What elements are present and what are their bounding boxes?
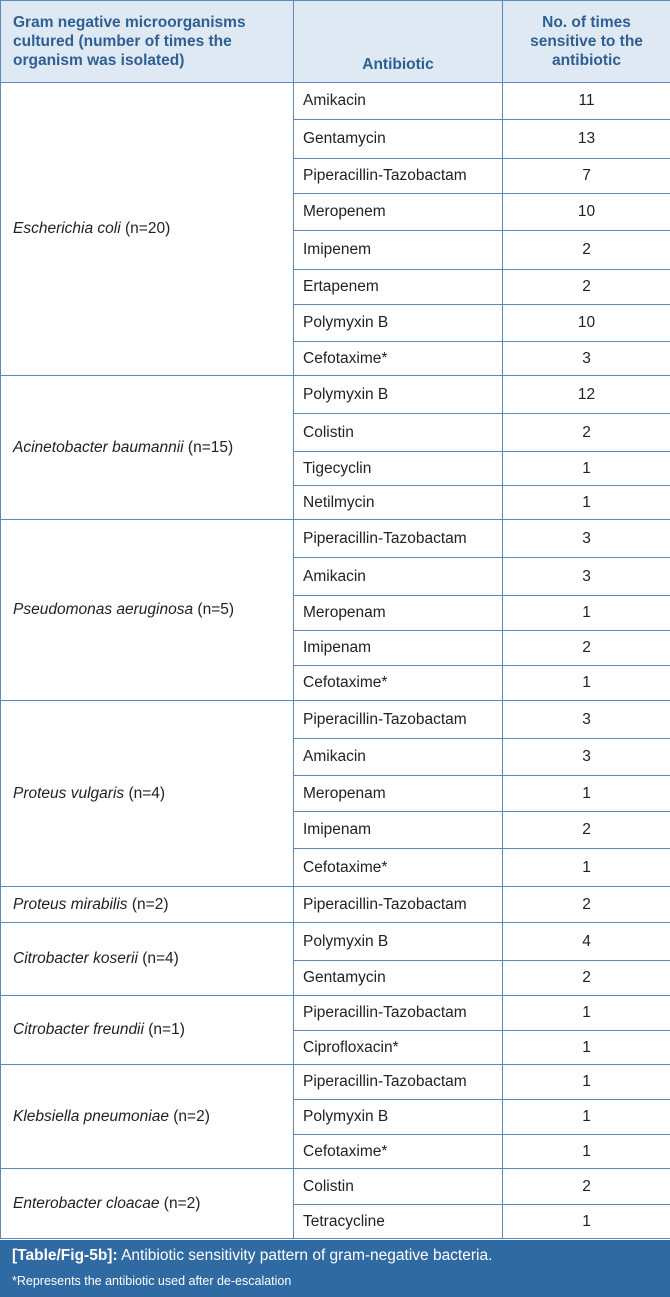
antibiotic-cell: Tetracycline [294,1205,503,1239]
antibiotic-cell: Imipenem [294,231,503,270]
table-caption [0,1240,670,1297]
antibiotic-cell: Piperacillin-Tazobactam [294,520,503,558]
organism-count: (n=20) [120,220,171,237]
sensitive-count-cell: 1 [503,1100,670,1135]
antibiotic-cell: Piperacillin-Tazobactam [294,159,503,194]
organism-cell [1,1065,294,1169]
organism-cell [1,923,294,996]
antibiotic-cell: Polymyxin B [294,923,503,961]
antibiotic-cell: Amikacin [294,558,503,596]
antibiotic-cell: Colistin [294,414,503,452]
header-antibiotic: Antibiotic [294,1,503,83]
sensitive-count-cell: 7 [503,159,670,194]
sensitive-count-cell: 1 [503,452,670,486]
organism-name: Acinetobacter baumannii [13,438,184,456]
sensitive-count-cell: 1 [503,1031,670,1065]
sensitive-count-cell: 3 [503,520,670,558]
sensitive-count-cell: 3 [503,701,670,739]
antibiotic-cell: Meropenam [294,596,503,631]
antibiotic-cell: Gentamycin [294,961,503,996]
antibiotic-cell: Imipenam [294,812,503,849]
organism-name: Proteus mirabilis [13,895,128,913]
antibiotic-cell: Polymyxin B [294,376,503,414]
sensitive-count-cell: 11 [503,83,670,120]
organism-cell [1,83,294,376]
antibiotic-cell: Ertapenem [294,270,503,305]
table-row [1,376,670,414]
organism-count: (n=1) [143,1021,185,1038]
sensitive-count-cell: 2 [503,631,670,666]
organism-count: (n=4) [137,950,179,967]
antibiotic-cell: Colistin [294,1169,503,1205]
antibiotic-cell: Piperacillin-Tazobactam [294,996,503,1031]
antibiotic-cell: Meropenem [294,194,503,231]
table-body [1,83,670,1239]
sensitive-count-cell: 1 [503,1205,670,1239]
table-row [1,1169,670,1205]
organism-cell [1,996,294,1065]
organism-name: Enterobacter cloacae [13,1194,160,1212]
sensitive-count-cell: 2 [503,1169,670,1205]
antibiotic-cell: Piperacillin-Tazobactam [294,701,503,739]
sensitive-count-cell: 1 [503,596,670,631]
antibiotic-cell: Amikacin [294,83,503,120]
caption-text: Antibiotic sensitivity pattern of gram-negative bacteria. [117,1247,493,1264]
sensitive-count-cell: 13 [503,120,670,159]
sensitive-count-cell: 2 [503,414,670,452]
sensitive-count-cell: 2 [503,812,670,849]
antibiotic-cell: Amikacin [294,739,503,776]
organism-name: Klebsiella pneumoniae [13,1107,169,1125]
table-row [1,520,670,558]
antibiotic-cell: Cefotaxime* [294,342,503,376]
sensitive-count-cell: 1 [503,486,670,520]
antibiotic-cell: Tigecyclin [294,452,503,486]
antibiotic-cell: Meropenam [294,776,503,812]
sensitive-count-cell: 1 [503,666,670,701]
organism-cell [1,701,294,887]
organism-name: Citrobacter freundii [13,1021,144,1038]
organism-cell [1,887,294,923]
antibiotic-cell: Polymyxin B [294,1100,503,1135]
antibiotic-cell: Piperacillin-Tazobactam [294,1065,503,1100]
table-row [1,996,670,1031]
table-row [1,701,670,739]
antibiotic-cell: Ciprofloxacin* [294,1031,503,1065]
table-row [1,923,670,961]
antibiotic-cell: Cefotaxime* [294,666,503,701]
organism-count: (n=2) [168,1107,210,1125]
antibiotic-cell: Imipenam [294,631,503,666]
caption-label: [Table/Fig-5b]: [12,1247,118,1264]
organism-name: Pseudomonas aeruginosa [13,601,194,618]
sensitive-count-cell: 2 [503,961,670,996]
antibiotic-cell: Cefotaxime* [294,849,503,887]
organism-count: (n=2) [159,1194,201,1212]
sensitive-count-cell: 10 [503,305,670,342]
organism-name: Citrobacter koserii [13,950,138,967]
antibiotic-cell: Polymyxin B [294,305,503,342]
organism-cell [1,376,294,520]
organism-name: Escherichia coli [13,220,121,237]
sensitive-count-cell: 1 [503,996,670,1031]
table-header [1,1,670,83]
sensitive-count-cell: 3 [503,558,670,596]
antibiotic-cell: Netilmycin [294,486,503,520]
organism-count: (n=4) [124,784,166,802]
organism-name: Proteus vulgaris [13,784,125,802]
table-row [1,1065,670,1100]
antibiotic-cell: Gentamycin [294,120,503,159]
table-row [1,83,670,120]
sensitive-count-cell: 2 [503,231,670,270]
header-sensitive-count: No. of times sensitive to the antibiotic [503,1,670,83]
organism-count: (n=2) [127,895,169,913]
sensitive-count-cell: 1 [503,1065,670,1100]
sensitive-count-cell: 2 [503,887,670,923]
caption-footnote: *Represents the antibiotic used after de-escalation [12,1274,292,1288]
sensitive-count-cell: 3 [503,342,670,376]
sensitive-count-cell: 2 [503,270,670,305]
sensitive-count-cell: 12 [503,376,670,414]
table-row [1,887,670,923]
sensitive-count-cell: 1 [503,776,670,812]
organism-count: (n=15) [183,438,234,456]
sensitive-count-cell: 1 [503,1135,670,1169]
organism-cell [1,520,294,701]
organism-cell [1,1169,294,1239]
antibiotic-cell: Cefotaxime* [294,1135,503,1169]
organism-count: (n=5) [193,601,235,618]
sensitive-count-cell: 3 [503,739,670,776]
sensitive-count-cell: 10 [503,194,670,231]
sensitive-count-cell: 1 [503,849,670,887]
antibiotic-cell: Piperacillin-Tazobactam [294,887,503,923]
header-organism: Gram negative microorganisms cultured (number of times the organism was isolated) [1,1,294,83]
sensitive-count-cell: 4 [503,923,670,961]
